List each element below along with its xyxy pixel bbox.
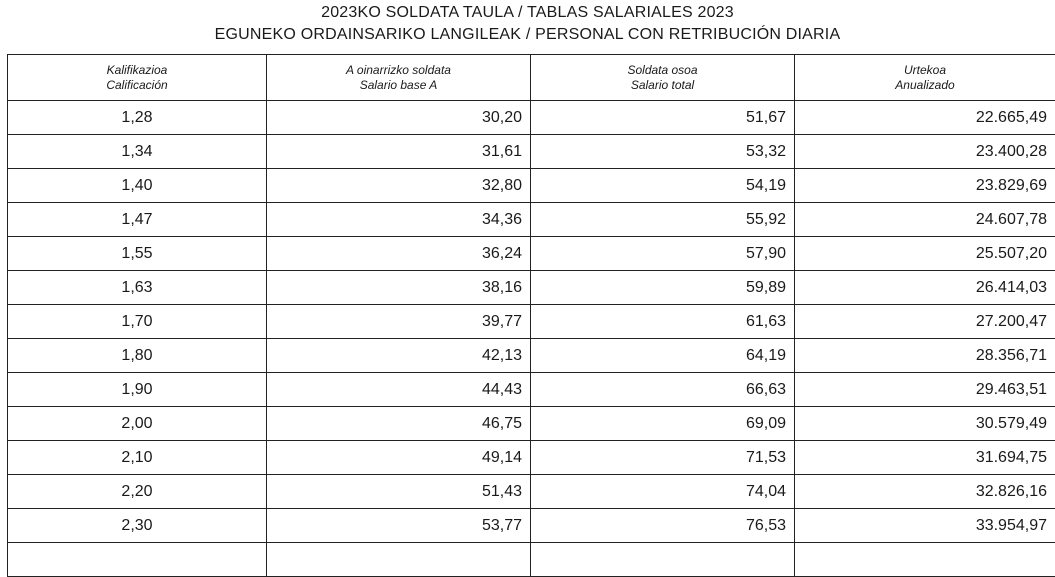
table-row: [8, 509, 1055, 543]
cell-total-salary: 74,04: [531, 475, 795, 509]
table-row: [8, 441, 1055, 475]
cell-annualized: 23.829,69: [795, 169, 1055, 203]
table-row: [8, 475, 1055, 509]
cell-annualized: 30.579,49: [795, 407, 1055, 441]
cell-total-salary: 66,63: [531, 373, 795, 407]
cell-qualification: 1,80: [8, 339, 267, 373]
cell-total-salary: 55,92: [531, 203, 795, 237]
cell-annualized: 29.463,51: [795, 373, 1055, 407]
header-annualized: [795, 55, 1055, 101]
document-title: [0, 2, 1055, 46]
table-row: [8, 237, 1055, 271]
cell-annualized: 22.665,49: [795, 101, 1055, 135]
cell-annualized: 32.826,16: [795, 475, 1055, 509]
cell-qualification: 1,47: [8, 203, 267, 237]
cell-qualification: 1,34: [8, 135, 267, 169]
cell-qualification: 2,30: [8, 509, 267, 543]
cell-total-salary: 71,53: [531, 441, 795, 475]
cell-total-salary: 59,89: [531, 271, 795, 305]
cell-qualification: 1,40: [8, 169, 267, 203]
title-line-1: 2023KO SOLDATA TAULA / TABLAS SALARIALES 2023: [0, 2, 1055, 24]
cell-total-salary: 64,19: [531, 339, 795, 373]
cell-total-salary: 61,63: [531, 305, 795, 339]
cell-total-salary: 57,90: [531, 237, 795, 271]
cell-qualification: 1,90: [8, 373, 267, 407]
cell-qualification: 2,20: [8, 475, 267, 509]
table-row: [8, 271, 1055, 305]
cell-annualized: 28.356,71: [795, 339, 1055, 373]
cell-total-salary: [531, 543, 795, 577]
table-row: [8, 543, 1055, 577]
header-annualized-es: Anualizado: [795, 78, 1055, 93]
table-row: [8, 101, 1055, 135]
table-header: [8, 55, 1055, 101]
cell-base-salary: 31,61: [267, 135, 531, 169]
table-row: [8, 203, 1055, 237]
header-base-salary: [267, 55, 531, 101]
header-base-salary-eu: A oinarrizko soldata: [267, 63, 530, 78]
title-line-2: EGUNEKO ORDAINSARIKO LANGILEAK / PERSONAL CON RETRIBUCIÓN DIARIA: [0, 24, 1055, 46]
cell-base-salary: 39,77: [267, 305, 531, 339]
cell-annualized: 33.954,97: [795, 509, 1055, 543]
cell-total-salary: 53,32: [531, 135, 795, 169]
cell-annualized: 26.414,03: [795, 271, 1055, 305]
cell-qualification: [8, 543, 267, 577]
cell-annualized: 23.400,28: [795, 135, 1055, 169]
cell-base-salary: 34,36: [267, 203, 531, 237]
cell-annualized: 24.607,78: [795, 203, 1055, 237]
header-total-salary-es: Salario total: [531, 78, 794, 93]
cell-base-salary: 51,43: [267, 475, 531, 509]
cell-qualification: 2,00: [8, 407, 267, 441]
cell-qualification: 1,70: [8, 305, 267, 339]
table-row: [8, 135, 1055, 169]
header-annualized-eu: Urtekoa: [795, 63, 1055, 78]
cell-annualized: 27.200,47: [795, 305, 1055, 339]
cell-base-salary: 38,16: [267, 271, 531, 305]
header-qualification-es: Calificación: [8, 78, 266, 93]
cell-qualification: 1,55: [8, 237, 267, 271]
cell-base-salary: 32,80: [267, 169, 531, 203]
table-row: [8, 305, 1055, 339]
header-qualification: [8, 55, 267, 101]
cell-base-salary: 53,77: [267, 509, 531, 543]
cell-qualification: 1,63: [8, 271, 267, 305]
table-row: [8, 373, 1055, 407]
cell-base-salary: 42,13: [267, 339, 531, 373]
header-total-salary-eu: Soldata osoa: [531, 63, 794, 78]
cell-qualification: 1,28: [8, 101, 267, 135]
cell-total-salary: 69,09: [531, 407, 795, 441]
cell-total-salary: 54,19: [531, 169, 795, 203]
table-body: [8, 101, 1055, 577]
cell-annualized: 31.694,75: [795, 441, 1055, 475]
cell-base-salary: 30,20: [267, 101, 531, 135]
cell-annualized: 25.507,20: [795, 237, 1055, 271]
header-row: [8, 55, 1055, 101]
cell-annualized: [795, 543, 1055, 577]
table-row: [8, 169, 1055, 203]
cell-total-salary: 76,53: [531, 509, 795, 543]
cell-qualification: 2,10: [8, 441, 267, 475]
cell-base-salary: 36,24: [267, 237, 531, 271]
cell-base-salary: [267, 543, 531, 577]
cell-base-salary: 44,43: [267, 373, 531, 407]
cell-total-salary: 51,67: [531, 101, 795, 135]
header-qualification-eu: Kalifikazioa: [8, 63, 266, 78]
header-total-salary: [531, 55, 795, 101]
table-row: [8, 339, 1055, 373]
salary-table: [7, 54, 1055, 577]
header-base-salary-es: Salario base A: [267, 78, 530, 93]
table-row: [8, 407, 1055, 441]
cell-base-salary: 49,14: [267, 441, 531, 475]
cell-base-salary: 46,75: [267, 407, 531, 441]
